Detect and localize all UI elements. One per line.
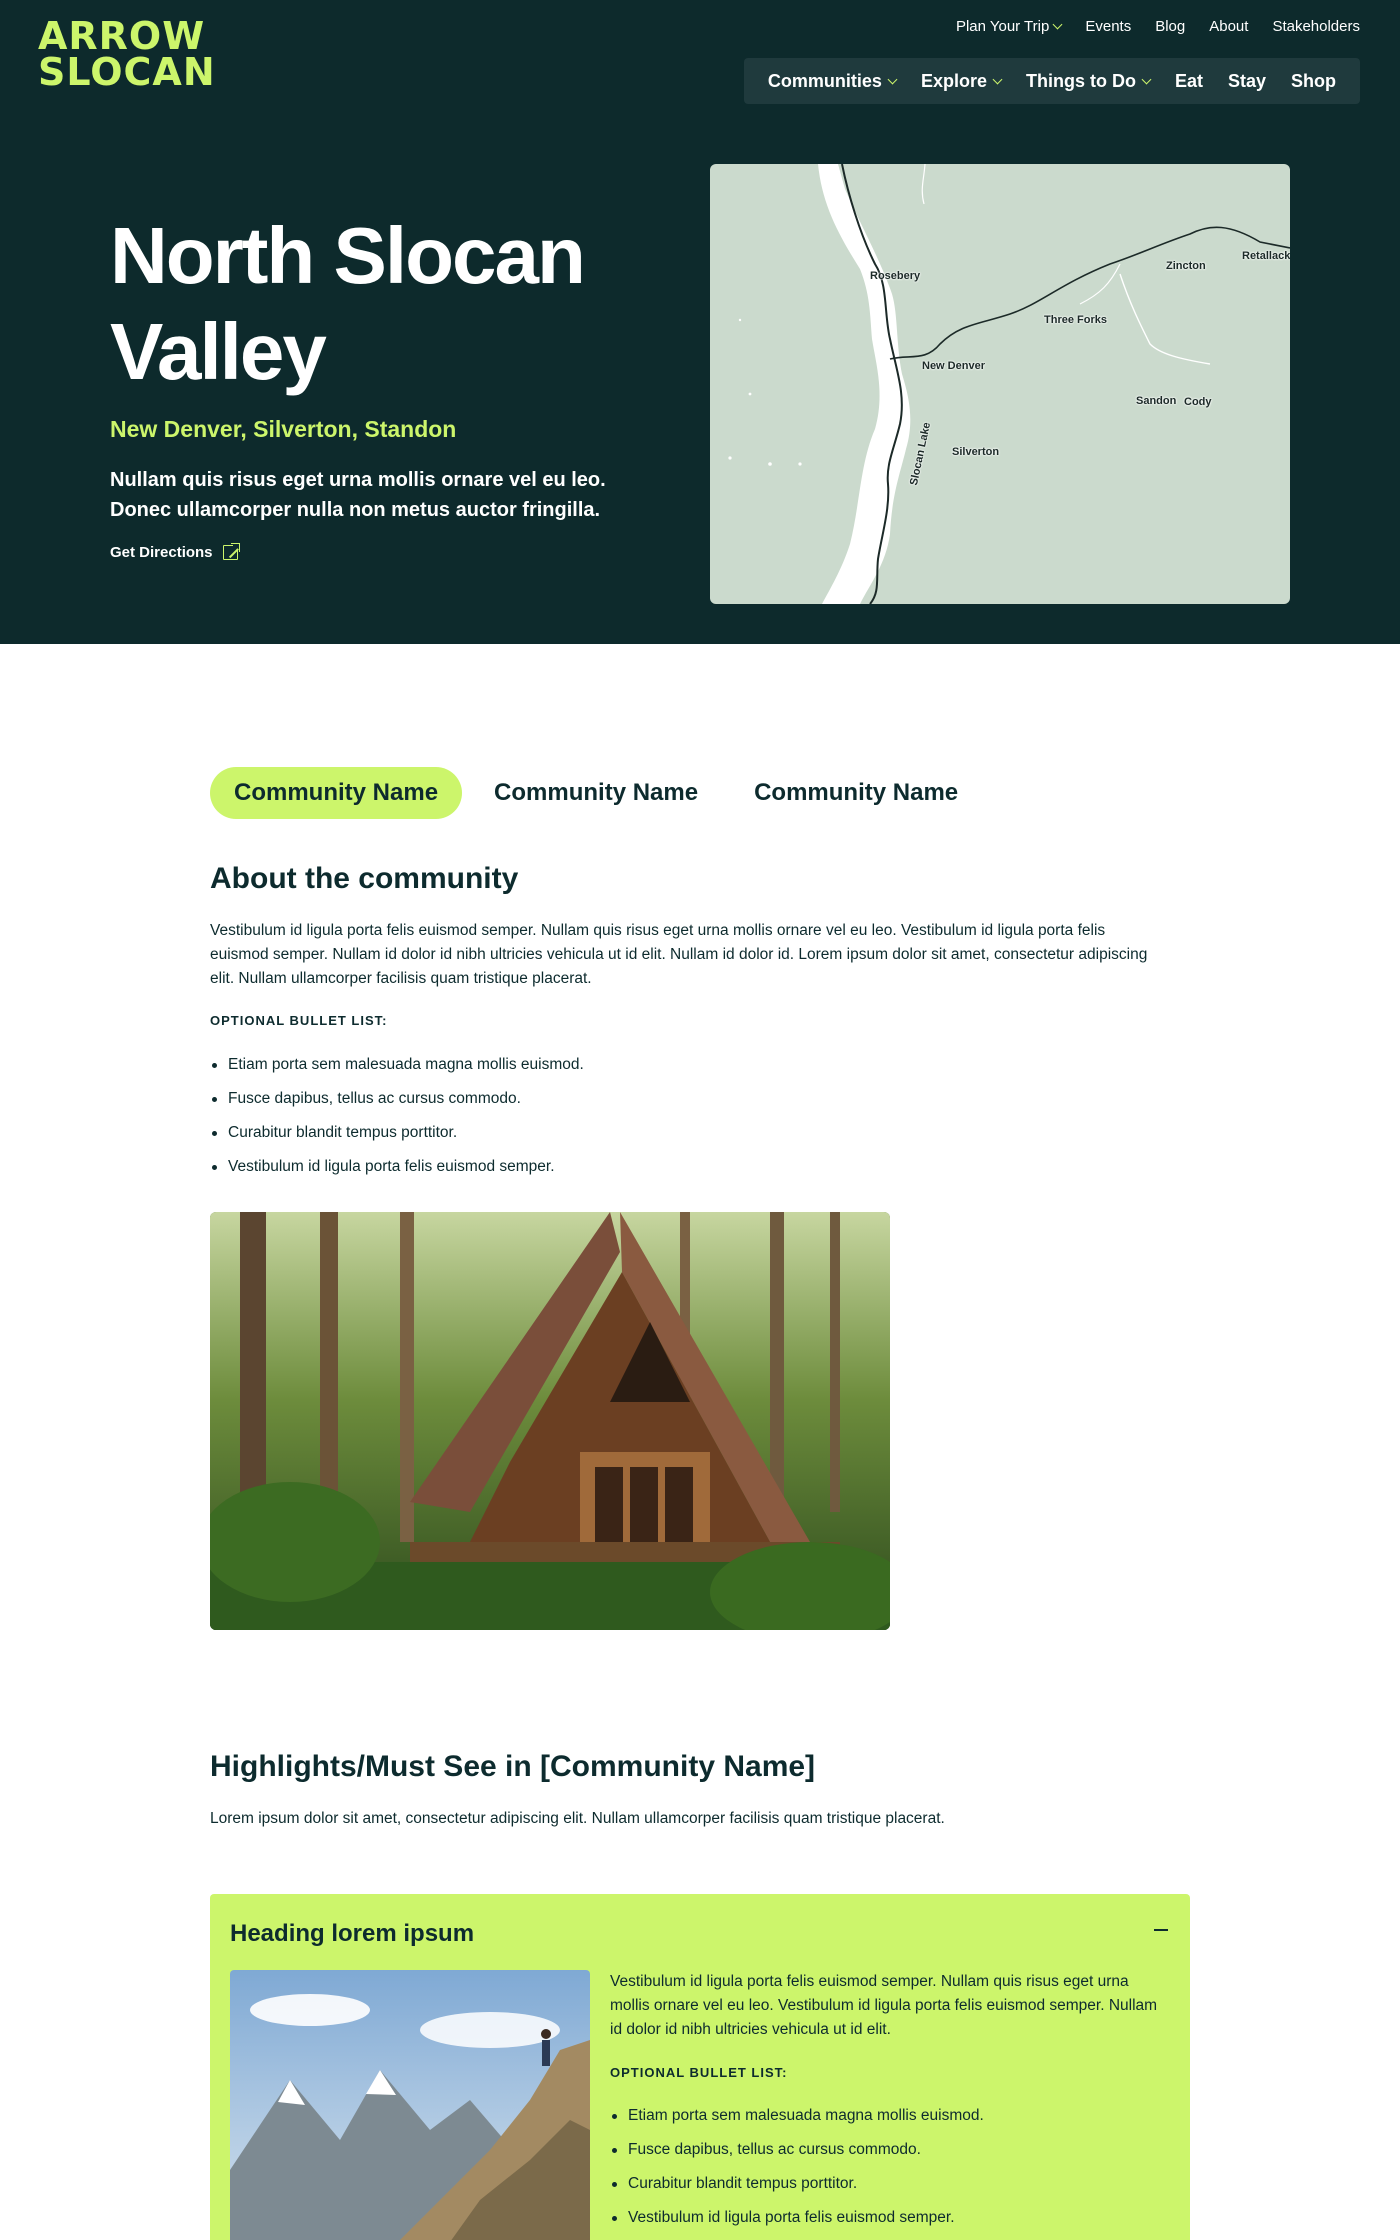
- page-title: North Slocan Valley: [110, 211, 584, 396]
- community-tabs: [210, 767, 982, 819]
- about-body: Vestibulum id ligula porta felis euismod semper. Nullam quis risus eget urna mollis ornare vel eu leo. Vestibulum id ligula porta felis euismod semper. Nullam id dolor id nibh ultricies vehicula ut id elit. Nullam id dolor id. Lorem ipsum dolor sit amet, consectetur adipiscing elit. Nullam ullamcorper facilisis quam tristique placerat.: [210, 922, 1148, 987]
- list-item: Curabitur blandit tempus porttitor.: [210, 1121, 584, 1155]
- nav-stay[interactable]: [1228, 71, 1266, 92]
- map-label: Sandon: [1136, 395, 1177, 407]
- nav-plan-your-trip[interactable]: [956, 18, 1061, 35]
- area-map[interactable]: [710, 164, 1290, 604]
- hero-subtitle: New Denver, Silverton, Standon: [110, 416, 457, 442]
- nav-label: About: [1209, 18, 1249, 35]
- nav-explore[interactable]: [921, 71, 1001, 92]
- nav-shop[interactable]: [1291, 71, 1336, 92]
- nav-about[interactable]: [1209, 18, 1248, 35]
- chevron-down-icon: [1142, 74, 1152, 84]
- list-item: Fusce dapibus, tellus ac cursus commodo.: [610, 2138, 984, 2172]
- accordion-list-label: OPTIONAL BULLET LIST:: [610, 2065, 788, 2080]
- brand-logo[interactable]: [38, 14, 216, 94]
- map-label: Rosebery: [870, 270, 921, 282]
- external-link-icon: [223, 545, 238, 560]
- highlight-accordion: [210, 1894, 1190, 2240]
- nav-label: Eat: [1174, 70, 1203, 91]
- nav-label: Shop: [1291, 70, 1336, 91]
- map-label: Silverton: [952, 446, 1000, 458]
- tab-community-2[interactable]: Community Name: [494, 779, 699, 806]
- nav-label: Stay: [1227, 70, 1266, 91]
- cabin-illustration: [210, 1212, 890, 1630]
- nav-stakeholders[interactable]: [1272, 18, 1360, 35]
- nav-label: Plan Your Trip: [955, 18, 1050, 35]
- map-label: Slocan Lake: [908, 421, 934, 487]
- nav-label: Communities: [767, 70, 882, 91]
- nav-label: Events: [1085, 18, 1132, 35]
- nav-blog[interactable]: [1155, 18, 1185, 35]
- nav-label: Explore: [920, 70, 987, 91]
- map-label: New Denver: [922, 360, 985, 372]
- list-item: Curabitur blandit tempus porttitor.: [610, 2172, 984, 2206]
- nav-label: Things to Do: [1025, 70, 1136, 91]
- about-bullet-list: [210, 1053, 584, 1189]
- about-heading: About the community: [210, 862, 519, 895]
- map-label: Retallack: [1242, 250, 1290, 262]
- nav-label: Blog: [1155, 18, 1186, 35]
- nav-eat[interactable]: [1175, 71, 1203, 92]
- map-graphic: [710, 164, 1290, 604]
- nav-things-to-do[interactable]: [1026, 71, 1150, 92]
- nav-communities[interactable]: [768, 71, 896, 92]
- map-label: Zincton: [1166, 260, 1206, 272]
- minus-icon[interactable]: [1152, 1921, 1170, 1939]
- nav-label: Stakeholders: [1272, 18, 1360, 35]
- highlights-body: Lorem ipsum dolor sit amet, consectetur adipiscing elit. Nullam ullamcorper facilisis quam tristique placerat.: [210, 1810, 945, 1827]
- tab-community-3[interactable]: Community Name: [754, 779, 959, 806]
- list-item: Fusce dapibus, tellus ac cursus commodo.: [210, 1087, 584, 1121]
- logo-line-2: SLOCAN: [38, 50, 216, 94]
- logo-line-1: ARROW: [38, 14, 206, 58]
- tab-community-1[interactable]: Community Name: [210, 767, 462, 819]
- get-directions-link[interactable]: [110, 544, 238, 561]
- main-nav: [744, 58, 1360, 104]
- map-label: Cody: [1184, 396, 1212, 408]
- chevron-down-icon: [1053, 20, 1063, 30]
- list-item: Etiam porta sem malesuada magna mollis euismod.: [210, 1053, 584, 1087]
- accordion-body: Vestibulum id ligula porta felis euismod semper. Nullam quis risus eget urna mollis ornare vel eu leo. Vestibulum id ligula porta felis euismod semper. Nullam id dolor id nibh ultricies vehicula ut id elit.: [610, 1973, 1158, 2038]
- list-item: Vestibulum id ligula porta felis euismod semper.: [610, 2206, 984, 2240]
- accordion-heading[interactable]: Heading lorem ipsum: [230, 1920, 475, 1947]
- hero-section: [0, 0, 1400, 644]
- chevron-down-icon: [993, 74, 1003, 84]
- nav-events[interactable]: [1085, 18, 1131, 35]
- utility-nav: [956, 18, 1360, 35]
- map-label: Three Forks: [1044, 314, 1107, 326]
- hero-description: Nullam quis risus eget urna mollis ornare vel eu leo. Donec ullamcorper nulla non metus auctor fringilla.: [110, 469, 606, 521]
- cabin-photo: [210, 1212, 890, 1630]
- about-list-label: OPTIONAL BULLET LIST:: [210, 1013, 388, 1028]
- list-item: Etiam porta sem malesuada magna mollis euismod.: [610, 2104, 984, 2138]
- chevron-down-icon: [887, 74, 897, 84]
- accordion-bullet-list: [610, 2104, 984, 2240]
- highlights-heading: Highlights/Must See in [Community Name]: [210, 1750, 816, 1783]
- mountain-illustration: [230, 1970, 590, 2240]
- mountain-hiker-photo: [230, 1970, 590, 2240]
- directions-label: Get Directions: [110, 544, 213, 561]
- list-item: Vestibulum id ligula porta felis euismod semper.: [210, 1155, 584, 1189]
